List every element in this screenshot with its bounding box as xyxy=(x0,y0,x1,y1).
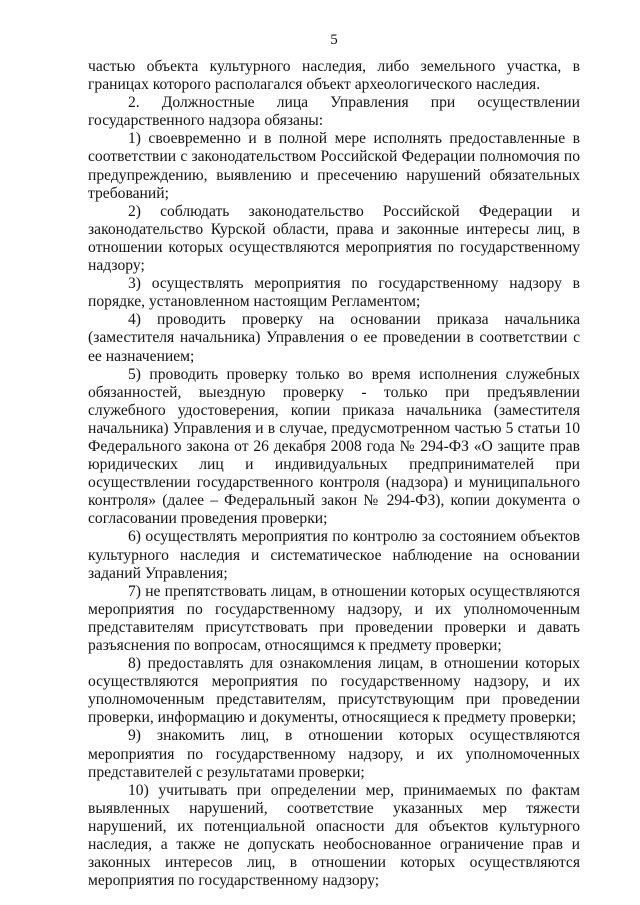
paragraph: 3) осуществлять мероприятия по государственному надзору в порядке, установленном настоящим Регламентом; xyxy=(88,275,580,311)
paragraph: 4) проводить проверку на основании приказа начальника (заместителя начальника) Управления о ее проведении в соответствии с ее назначением; xyxy=(88,311,580,365)
paragraph: частью объекта культурного наследия, либо земельного участка, в границах которого располагался объект археологического наследия. xyxy=(88,58,580,94)
paragraph: 2) соблюдать законодательство Российской Федерации и законодательство Курской области, права и законные интересы лиц, в отношении которых осуществляются мероприятия по государственному надзору; xyxy=(88,202,580,275)
paragraph: 9) знакомить лиц, в отношении которых осуществляются мероприятия по государственному надзору, и их уполномоченных представителей с результатами проверки; xyxy=(88,727,580,781)
paragraph: 5) проводить проверку только во время исполнения служебных обязанностей, выездную проверку - только при предъявлении служебного удостоверения, копии приказа начальника (заместителя начальника) Управления и в случае, предусмотренном частью 5 статьи 10 Федерального закона от 26 декабря 2008 года № 294-ФЗ «О защите прав юридических лиц и индивидуальных предпринимателей при осуществлении государственного контроля (надзора) и муниципального контроля» (далее – Федеральный закон № 294-ФЗ), копии документа о согласовании проведения проверки; xyxy=(88,365,580,528)
paragraph: 6) осуществлять мероприятия по контролю за состоянием объектов культурного наследия и систематическое наблюдение на основании заданий Управления; xyxy=(88,528,580,582)
document-page xyxy=(88,30,580,890)
paragraph: 1) своевременно и в полной мере исполнять предоставленные в соответствии с законодательством Российской Федерации полномочия по предупреждению, выявлению и пресечению нарушений обязательных требований; xyxy=(88,130,580,202)
paragraph: 10) учитывать при определении мер, принимаемых по фактам выявленных нарушений, соответствие указанных мер тяжести нарушений, их потенциальной опасности для объектов культурного наследия, а также не допускать необоснованное ограничение прав и законных интересов лиц, в отношении которых осуществляются мероприятия по государственному надзору; xyxy=(88,781,580,890)
page-number: 5 xyxy=(330,32,338,48)
document-body xyxy=(88,58,580,890)
paragraph: 7) не препятствовать лицам, в отношении которых осуществляются мероприятия по государственному надзору, и их уполномоченным представителям присутствовать при проведении проверки и давать разъяснения по вопросам, относящимся к предмету проверки; xyxy=(88,582,580,654)
paragraph: 8) предоставлять для ознакомления лицам, в отношении которых осуществляются мероприятия по государственному надзору, и их уполномоченным представителям, присутствующим при проведении проверки, информацию и документы, относящиеся к предмету проверки; xyxy=(88,655,580,727)
paragraph: 2. Должностные лица Управления при осуществлении государственного надзора обязаны: xyxy=(88,94,580,130)
